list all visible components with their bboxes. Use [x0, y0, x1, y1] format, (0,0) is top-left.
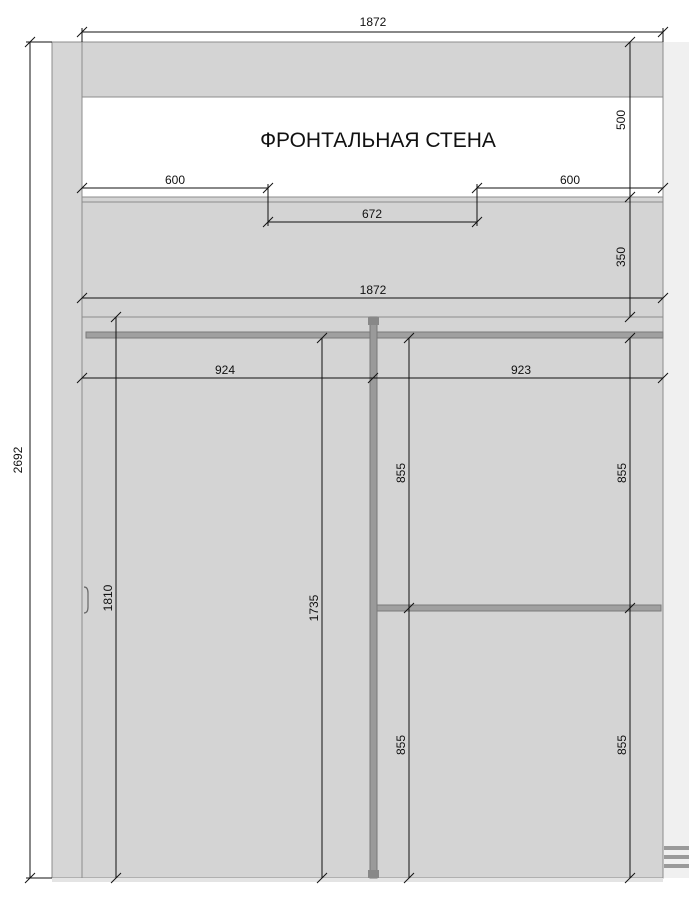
right-wall-strip [663, 42, 689, 878]
label-left-section: 924 [214, 363, 236, 377]
label-right-lower: 855 [615, 734, 629, 756]
label-right-section: 923 [510, 363, 532, 377]
label-band-height: 500 [614, 109, 628, 131]
lower-hanging-rod [377, 605, 661, 611]
label-left-door: 1810 [101, 584, 115, 612]
divider-post [370, 317, 377, 878]
label-mezzanine-height: 350 [614, 246, 628, 268]
wall-title: ФРОНТАЛЬНАЯ СТЕНА [260, 129, 496, 152]
label-middle-span: 672 [361, 207, 383, 221]
label-inner-width: 1872 [359, 283, 387, 297]
label-right-upper: 855 [615, 462, 629, 484]
label-rod-drop: 1735 [307, 594, 321, 622]
floor-strip [52, 878, 663, 882]
top-panel [82, 42, 663, 97]
divider-post-foot [368, 870, 379, 878]
right-stack-2 [664, 855, 689, 859]
right-stack-3 [664, 864, 689, 868]
label-top-width: 1872 [359, 15, 387, 29]
label-left-offset: 600 [164, 173, 186, 187]
left-wall-strip [52, 42, 82, 878]
label-total-height: 2692 [11, 446, 25, 474]
label-middle-upper: 855 [394, 462, 408, 484]
label-right-offset: 600 [559, 173, 581, 187]
label-middle-lower: 855 [394, 734, 408, 756]
right-stack-1 [664, 846, 689, 850]
divider-post-cap [368, 317, 379, 325]
